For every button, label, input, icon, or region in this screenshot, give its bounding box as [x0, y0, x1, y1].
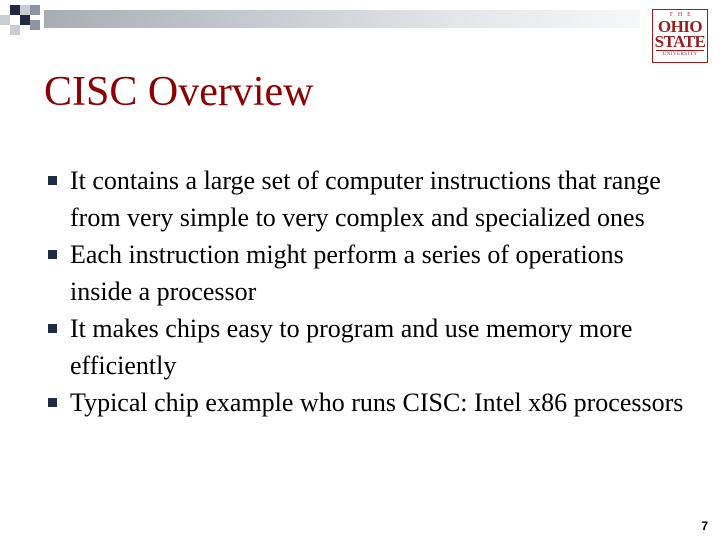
- decorative-square-icon: [30, 5, 40, 15]
- bullet-text: It contains a large set of computer instructions that range from very simple to very complex and specialized ones: [70, 166, 661, 232]
- logo-line-ohio: OHIO: [657, 17, 703, 36]
- bullet-text: Each instruction might perform a series of operations inside a processor: [70, 240, 624, 306]
- decorative-square-icon: [20, 5, 30, 15]
- decorative-square-icon: [10, 25, 20, 35]
- bullet-item: [45, 162, 685, 236]
- header-gradient-bar: [44, 10, 640, 28]
- logo-line-the: THE: [669, 12, 696, 18]
- bullet-item: [45, 236, 685, 310]
- bullet-item: [45, 384, 685, 421]
- square-bullet-icon: [48, 250, 57, 259]
- bullet-text: Typical chip example who runs CISC: Intel x86 processors: [70, 388, 684, 417]
- university-logo: [652, 9, 708, 63]
- square-bullet-icon: [48, 398, 57, 407]
- bullet-item: [45, 310, 685, 384]
- decorative-square-icon: [0, 15, 10, 25]
- page-number: 7: [701, 519, 708, 533]
- decorative-square-icon: [30, 20, 40, 30]
- header-decoration: [0, 0, 660, 36]
- logo-line-university: UNIVERSITY: [656, 50, 704, 59]
- logo-line-state: STATE: [654, 32, 706, 51]
- slide-title: CISC Overview: [44, 69, 314, 115]
- decorative-square-icon: [10, 5, 20, 15]
- bullet-text: It makes chips easy to program and use memory more efficiently: [70, 314, 633, 380]
- bullet-list: [45, 162, 685, 421]
- square-bullet-icon: [48, 324, 57, 333]
- decorative-square-icon: [20, 15, 30, 25]
- square-bullet-icon: [48, 176, 57, 185]
